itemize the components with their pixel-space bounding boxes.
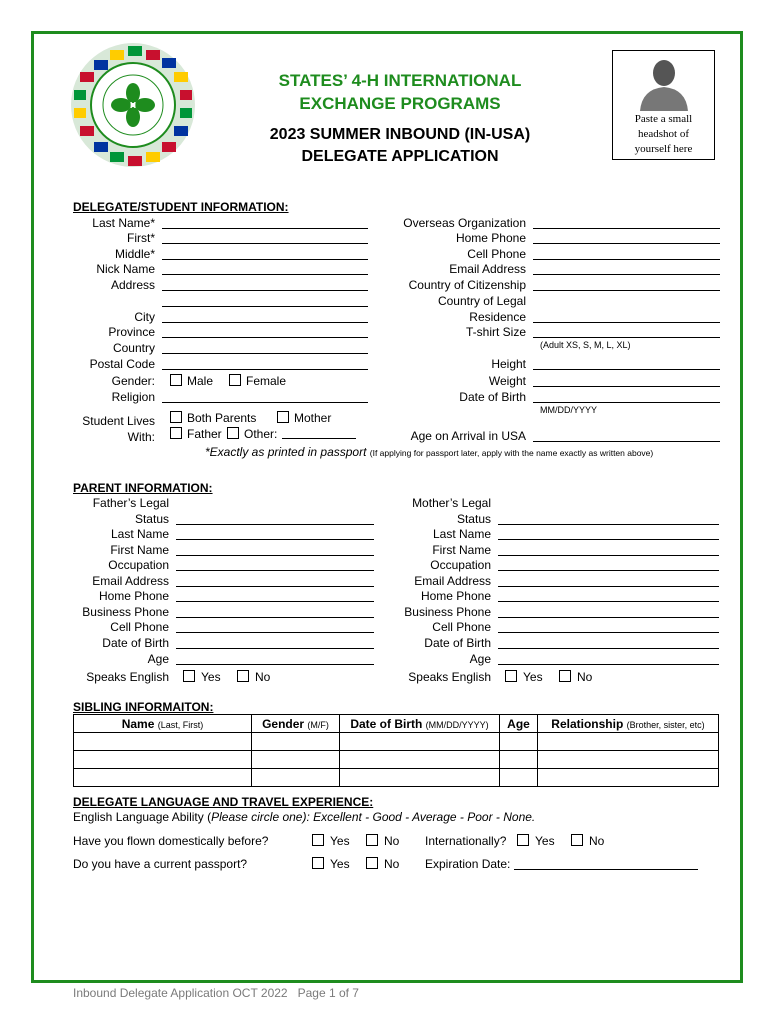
field-mother-last-name[interactable] (498, 539, 719, 540)
footer-text: Inbound Delegate Application OCT 2022 Page 1 of 7 (73, 986, 359, 1000)
field-middle[interactable] (162, 259, 368, 260)
field-first[interactable] (162, 243, 368, 244)
field-father-first-name[interactable] (176, 555, 374, 556)
checkbox-father-english-yes[interactable] (183, 670, 195, 682)
field-father-cell-phone[interactable] (176, 632, 374, 633)
field-expiration-date[interactable] (514, 869, 698, 870)
col-relationship: Relationship (Brother, sister, etc) (538, 715, 719, 733)
checkbox-father-english-no[interactable] (237, 670, 249, 682)
label-city: City (134, 310, 155, 324)
label-father-age: Age (147, 652, 169, 666)
label-middle: Middle* (114, 247, 155, 261)
field-mother-occupation[interactable] (498, 570, 719, 571)
field-father-home-phone[interactable] (176, 601, 374, 602)
label-father-email: Email Address (92, 574, 169, 588)
field-last-name[interactable] (162, 228, 368, 229)
intl-question: Internationally? (425, 834, 507, 848)
delegate-section-heading: DELEGATE/STUDENT INFORMATION: (73, 200, 289, 214)
label-first: First* (127, 231, 155, 245)
table-row[interactable] (74, 751, 719, 769)
label-country-of-citizenship: Country of Citizenship (408, 278, 526, 292)
label-student-lives: Student Lives (82, 414, 155, 428)
field-father-email[interactable] (176, 586, 374, 587)
label-father-dob: Date of Birth (102, 636, 169, 650)
tshirt-size-hint: (Adult XS, S, M, L, XL) (540, 340, 631, 350)
field-date-of-birth[interactable] (533, 402, 720, 403)
label-mother-email: Email Address (414, 574, 491, 588)
label-father-cell-phone: Cell Phone (110, 620, 169, 634)
label-other: Other: (244, 427, 278, 441)
label-father: Father (187, 427, 222, 441)
field-cell-phone[interactable] (533, 259, 720, 260)
field-postal-code[interactable] (162, 369, 368, 370)
field-home-phone[interactable] (533, 243, 720, 244)
label-flown-no: No (384, 834, 400, 848)
label-height: Height (491, 357, 526, 371)
field-mother-email[interactable] (498, 586, 719, 587)
sibling-table (73, 714, 719, 787)
label-mother-speaks-english: Speaks English (408, 670, 491, 684)
checkbox-intl-yes[interactable] (517, 834, 529, 846)
passport-note-small: (If applying for passport later, apply with the name exactly as written above) (369, 448, 654, 458)
field-father-occupation[interactable] (176, 570, 374, 571)
form-title-line2: DELEGATE APPLICATION (301, 148, 499, 165)
flown-question: Have you flown domestically before? (73, 834, 269, 848)
passport-question: Do you have a current passport? (73, 857, 248, 871)
field-overseas-organization[interactable] (533, 228, 720, 229)
person-silhouette-icon (634, 55, 694, 113)
photo-hint-line2: headshot of (637, 128, 689, 140)
field-height[interactable] (533, 369, 720, 370)
checkbox-mother[interactable] (277, 411, 289, 423)
label-intl-no: No (589, 834, 605, 848)
field-other[interactable] (282, 438, 356, 439)
checkbox-passport-no[interactable] (366, 857, 378, 869)
label-flown-yes: Yes (330, 834, 350, 848)
label-both-parents: Both Parents (187, 411, 257, 425)
field-country[interactable] (162, 353, 368, 354)
form-title-line1: 2023 SUMMER INBOUND (IN-USA) (269, 126, 531, 143)
field-mother-cell-phone[interactable] (498, 632, 719, 633)
label-mother-occupation: Occupation (430, 558, 491, 572)
label-male: Male (187, 374, 214, 388)
label-mother-home-phone: Home Phone (420, 589, 491, 603)
label-residence: Residence (469, 310, 526, 324)
field-mother-first-name[interactable] (498, 555, 719, 556)
label-email-address: Email Address (449, 262, 526, 276)
field-father-last-name[interactable] (176, 539, 374, 540)
label-cell-phone: Cell Phone (467, 247, 526, 261)
svg-text:H: H (130, 101, 136, 110)
checkbox-flown-yes[interactable] (312, 834, 324, 846)
checkbox-both-parents[interactable] (170, 411, 182, 423)
org-title-line2: EXCHANGE PROGRAMS (299, 94, 501, 113)
english-ability-options: Please circle one): Excellent - Good - Average - Poor - None. (211, 810, 536, 824)
label-mother-dob: Date of Birth (424, 636, 491, 650)
label-father-business-phone: Business Phone (82, 605, 169, 619)
label-address: Address (110, 278, 155, 292)
label-mother-business-phone: Business Phone (404, 605, 491, 619)
label-date-of-birth: Date of Birth (459, 390, 526, 404)
col-name: Name (Last, First) (74, 715, 252, 733)
label-last-name: Last Name* (92, 216, 155, 230)
field-mother-business-phone[interactable] (498, 617, 719, 618)
checkbox-male[interactable] (170, 374, 182, 386)
field-mother-age[interactable] (498, 664, 719, 665)
language-section-heading: DELEGATE LANGUAGE AND TRAVEL EXPERIENCE: (73, 795, 374, 809)
label-country: Country (112, 341, 155, 355)
table-row[interactable] (74, 769, 719, 787)
english-ability-label: English Language Ability ( (73, 810, 212, 824)
field-nick-name[interactable] (162, 274, 368, 275)
dob-hint: MM/DD/YYYY (540, 405, 598, 415)
label-intl-yes: Yes (535, 834, 555, 848)
label-father-first-name: First Name (110, 543, 169, 557)
label-country-of-legal: Country of Legal (437, 294, 526, 308)
english-ability-line (73, 810, 535, 824)
label-father-yes: Yes (201, 670, 221, 684)
photo-hint-line3: yourself here (634, 143, 693, 155)
logo-emblem-icon (70, 42, 196, 168)
label-female: Female (246, 374, 287, 388)
checkbox-passport-yes[interactable] (312, 857, 324, 869)
label-mother: Mother (294, 411, 332, 425)
label-gender: Gender: (111, 374, 155, 388)
field-residence[interactable] (533, 322, 720, 323)
label-age-on-arrival: Age on Arrival in USA (410, 429, 526, 443)
org-title-line1: STATES’ 4-H INTERNATIONAL (278, 71, 522, 90)
label-religion: Religion (111, 390, 155, 404)
checkbox-other[interactable] (227, 427, 239, 439)
field-province[interactable] (162, 337, 368, 338)
label-father-legal: Father’s Legal (92, 496, 169, 510)
label-mother-cell-phone: Cell Phone (432, 620, 491, 634)
label-postal-code: Postal Code (89, 357, 155, 371)
parent-section-heading: PARENT INFORMATION: (73, 481, 213, 495)
label-father-no: No (255, 670, 271, 684)
label-father-last-name: Last Name (110, 527, 169, 541)
field-tshirt-size[interactable] (533, 337, 720, 338)
field-weight[interactable] (533, 386, 720, 387)
col-age: Age (500, 715, 538, 733)
field-father-age[interactable] (176, 664, 374, 665)
field-address-2[interactable] (162, 306, 368, 307)
logo (70, 42, 196, 168)
label-home-phone: Home Phone (455, 231, 526, 245)
expiration-label: Expiration Date: (425, 857, 511, 871)
table-row[interactable] (74, 733, 719, 751)
photo-hint-line1: Paste a small (634, 113, 693, 125)
checkbox-female[interactable] (229, 374, 241, 386)
field-mother-dob[interactable] (498, 648, 719, 649)
label-with: With: (127, 430, 155, 444)
passport-note (205, 445, 653, 459)
photo-box[interactable] (612, 50, 715, 160)
label-father-occupation: Occupation (108, 558, 169, 572)
field-religion[interactable] (162, 402, 368, 403)
col-dob: Date of Birth (MM/DD/YYYY) (340, 715, 500, 733)
label-weight: Weight (488, 374, 526, 388)
field-age-on-arrival[interactable] (533, 441, 720, 442)
label-nick-name: Nick Name (96, 262, 155, 276)
label-father-home-phone: Home Phone (98, 589, 169, 603)
label-passport-yes: Yes (330, 857, 350, 871)
sibling-table-header (74, 715, 719, 733)
field-address-1[interactable] (162, 290, 368, 291)
label-father-status: Status (134, 512, 169, 526)
sibling-section-heading: SIBLING INFORMAITON: (73, 700, 214, 714)
col-gender: Gender (M/F) (252, 715, 340, 733)
label-province: Province (108, 325, 155, 339)
checkbox-intl-no[interactable] (571, 834, 583, 846)
passport-note-main: *Exactly as printed in passport (205, 445, 367, 459)
field-father-status[interactable] (176, 524, 374, 525)
label-mother-legal: Mother’s Legal (412, 496, 491, 510)
field-country-of-citizenship[interactable] (533, 290, 720, 291)
field-email-address[interactable] (533, 274, 720, 275)
label-mother-first-name: First Name (432, 543, 491, 557)
label-mother-status: Status (456, 512, 491, 526)
label-mother-age: Age (469, 652, 491, 666)
label-mother-last-name: Last Name (432, 527, 491, 541)
label-mother-no: No (577, 670, 593, 684)
field-father-dob[interactable] (176, 648, 374, 649)
field-mother-status[interactable] (498, 524, 719, 525)
label-father-speaks-english: Speaks English (86, 670, 169, 684)
checkbox-father[interactable] (170, 427, 182, 439)
checkbox-mother-english-yes[interactable] (505, 670, 517, 682)
label-tshirt-size: T-shirt Size (465, 325, 526, 339)
field-father-business-phone[interactable] (176, 617, 374, 618)
field-city[interactable] (162, 322, 368, 323)
field-mother-home-phone[interactable] (498, 601, 719, 602)
checkbox-flown-no[interactable] (366, 834, 378, 846)
label-passport-no: No (384, 857, 400, 871)
label-mother-yes: Yes (523, 670, 543, 684)
label-overseas-organization: Overseas Organization (403, 216, 526, 230)
checkbox-mother-english-no[interactable] (559, 670, 571, 682)
